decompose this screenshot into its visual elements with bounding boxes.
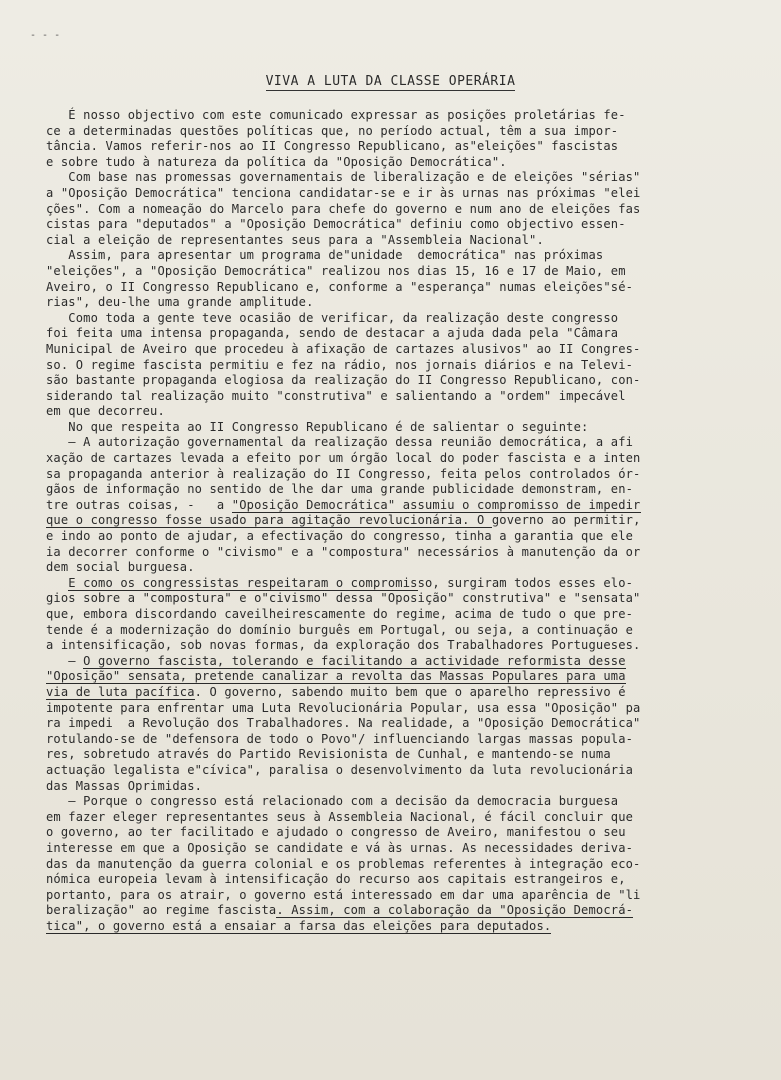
- text-line: a "Oposição Democrática" tenciona candidatar-se e ir às urnas nas próximas "elei: [46, 185, 641, 200]
- text-line: impotente para enfrentar uma Luta Revolucionária Popular, usa essa "Oposição" pa: [46, 700, 641, 715]
- underlined-text: via de luta pacífica: [46, 684, 195, 699]
- text-line: foi feita uma intensa propaganda, sendo de destacar a ajuda dada pela "Câmara: [46, 326, 619, 341]
- text-line: cistas para "deputados" a "Oposição Democrática" definiu como objectivo essen-: [46, 217, 626, 232]
- text-line: rias", deu-lhe uma grande amplitude.: [46, 295, 314, 310]
- text-line: das Massas Oprimidas.: [46, 778, 203, 793]
- text-line: a intensificação, sob novas formas, da exploração dos Trabalhadores Portugueses.: [46, 638, 641, 653]
- text-line: são bastante propaganda elogiosa da realização do II Congresso Republicano, con-: [46, 373, 641, 388]
- text-line: beralização" ao regime fascista. Assim, com a colaboração da "Oposição Democrá-: [46, 903, 634, 918]
- text-line: "eleições", a "Oposição Democrática" realizou nos dias 15, 16 e 17 de Maio, em: [46, 263, 626, 278]
- text-line: Assim, para apresentar um programa de"unidade democrática" nas próximas: [46, 248, 604, 263]
- text-line: e indo ao ponto de ajudar, a efectivação do congresso, tinha a garantia que ele: [46, 529, 634, 544]
- text-line: No que respeita ao II Congresso Republicano é de salientar o seguinte:: [46, 419, 589, 434]
- text-line: portanto, para os atrair, o governo está interessado em dar uma aparência de "li: [46, 887, 641, 902]
- text-line: tre outras coisas, - a "Oposição Democrática" assumiu o compromisso de impedir: [46, 497, 641, 512]
- text-line: E como os congressistas respeitaram o compromisso, surgiram todos esses elo-: [68, 575, 634, 590]
- text-line: ções". Com a nomeação do Marcelo para chefe do governo e num ano de eleições fas: [46, 201, 641, 216]
- text-line: ce a determinadas questões políticas que, no período actual, têm a sua impor-: [46, 123, 619, 138]
- document-title: VIVA A LUTA DA CLASSE OPERÁRIA: [265, 74, 516, 89]
- text-line: siderando tal realização muito "construtiva" e salientando a "ordem" impecável: [46, 388, 626, 403]
- text-line: sa propaganda anterior à realização do II Congresso, feita pelos controlados ór-: [46, 466, 641, 481]
- text-line: via de luta pacífica. O governo, sabendo muito bem que o aparelho repressivo é: [46, 684, 626, 699]
- text-line: [46, 919, 751, 935]
- text-line: Com base nas promessas governamentais de liberalização e de eleições "sérias": [46, 170, 641, 185]
- text-line: nómica europeia levam à intensificação do recurso aos capitais estrangeiros e,: [46, 872, 626, 887]
- text-line: rotulando-se de "defensora de todo o Povo"/ influenciando largas massas popula-: [46, 731, 634, 746]
- text-line: actuação legalista e"cívica", paralisa o desenvolvimento da luta revolucionária: [46, 762, 634, 777]
- text-line: Municipal de Aveiro que procedeu à afixação de cartazes alusivos" ao II Congres-: [46, 341, 641, 356]
- text-line: o governo, ao ter facilitado e ajudado o congresso de Aveiro, manifestou o seu: [46, 825, 626, 840]
- underlined-text: . Assim, com a colaboração da "Oposição Democrá-: [276, 903, 634, 918]
- text-line: que o congresso fosse usado para agitação revolucionária. O governo ao permitir,: [46, 513, 641, 528]
- text-line: tende é a modernização do domínio burguês em Portugal, ou seja, a continuação e: [46, 622, 634, 637]
- document-body: [46, 108, 751, 934]
- text-line: gios sobre a "compostura" e o"civismo" dessa "Oposição" construtiva" e "sensata": [46, 591, 641, 606]
- underlined-text: "Oposição Democrática" assumiu o compromisso de impedir: [231, 497, 641, 512]
- underlined-text: E como os congressistas respeitaram o compromis: [68, 575, 418, 590]
- text-line: — O governo fascista, tolerando e facilitando a actividade reformista desse: [46, 653, 626, 668]
- text-line: so. O regime fascista permitiu e fez na rádio, nos jornais diários e na Televi-: [46, 357, 634, 372]
- text-line: e sobre tudo à natureza da política da "Oposição Democrática".: [46, 154, 507, 169]
- corner-mark: - - -: [30, 30, 61, 41]
- text-line: — A autorização governamental da realização dessa reunião democrática, a afi: [46, 435, 634, 450]
- text-line: em fazer eleger representantes seus à Assembleia Nacional, é fácil concluir que: [46, 809, 634, 824]
- text-line: gãos de informação no sentido de lhe dar uma grande publicidade demonstram, en-: [46, 482, 634, 497]
- text-line: cial a eleição de representantes seus para a "Assembleia Nacional".: [46, 232, 544, 247]
- text-line: dem social burguesa.: [46, 560, 195, 575]
- underlined-text: que o congresso fosse usado para agitação revolucionária. O: [46, 513, 492, 528]
- text-line: das da manutenção da guerra colonial e os problemas referentes à integração eco-: [46, 856, 641, 871]
- text-line: que, embora discordando caveilheirescamente do regime, acima de tudo o que pre-: [46, 607, 634, 621]
- underlined-text: O governo fascista, tolerando e facilitando a actividade reformista desse: [83, 653, 626, 668]
- text-line: Como toda a gente teve ocasião de verificar, da realização deste congresso: [46, 310, 619, 325]
- text-line: ra impedi a Revolução dos Trabalhadores. Na realidade, a "Oposição Democrática": [46, 716, 641, 731]
- text-line: ia decorrer conforme o "civismo" e a "compostura" necessários à manutenção da or: [46, 544, 641, 559]
- text-line: Aveiro, o II Congresso Republicano e, conforme a "esperança" numas eleições"sé-: [46, 279, 634, 294]
- text-line: tância. Vamos referir-nos ao II Congresso Republicano, as"eleições" fascistas: [46, 139, 619, 154]
- text-line: interesse em que a Oposição se candidate e vá às urnas. As necessidades deriva-: [46, 840, 634, 855]
- text-line: xação de cartazes levada a efeito por um órgão local do poder fascista e a inten: [46, 451, 641, 466]
- underlined-text: tica", o governo está a ensaiar a farsa das eleições para deputados.: [46, 918, 552, 933]
- text-line: — Porque o congresso está relacionado com a decisão da democracia burguesa: [46, 794, 619, 809]
- underlined-text: "Oposição" sensata, pretende canalizar a revolta das Massas Populares para uma: [46, 669, 626, 684]
- text-line: em que decorreu.: [46, 404, 165, 419]
- text-line: res, sobretudo através do Partido Revisionista de Cunhal, e mantendo-se numa: [46, 747, 611, 762]
- text-line: É nosso objectivo com este comunicado expressar as posições proletárias fe-: [46, 108, 626, 122]
- text-line: [46, 669, 751, 685]
